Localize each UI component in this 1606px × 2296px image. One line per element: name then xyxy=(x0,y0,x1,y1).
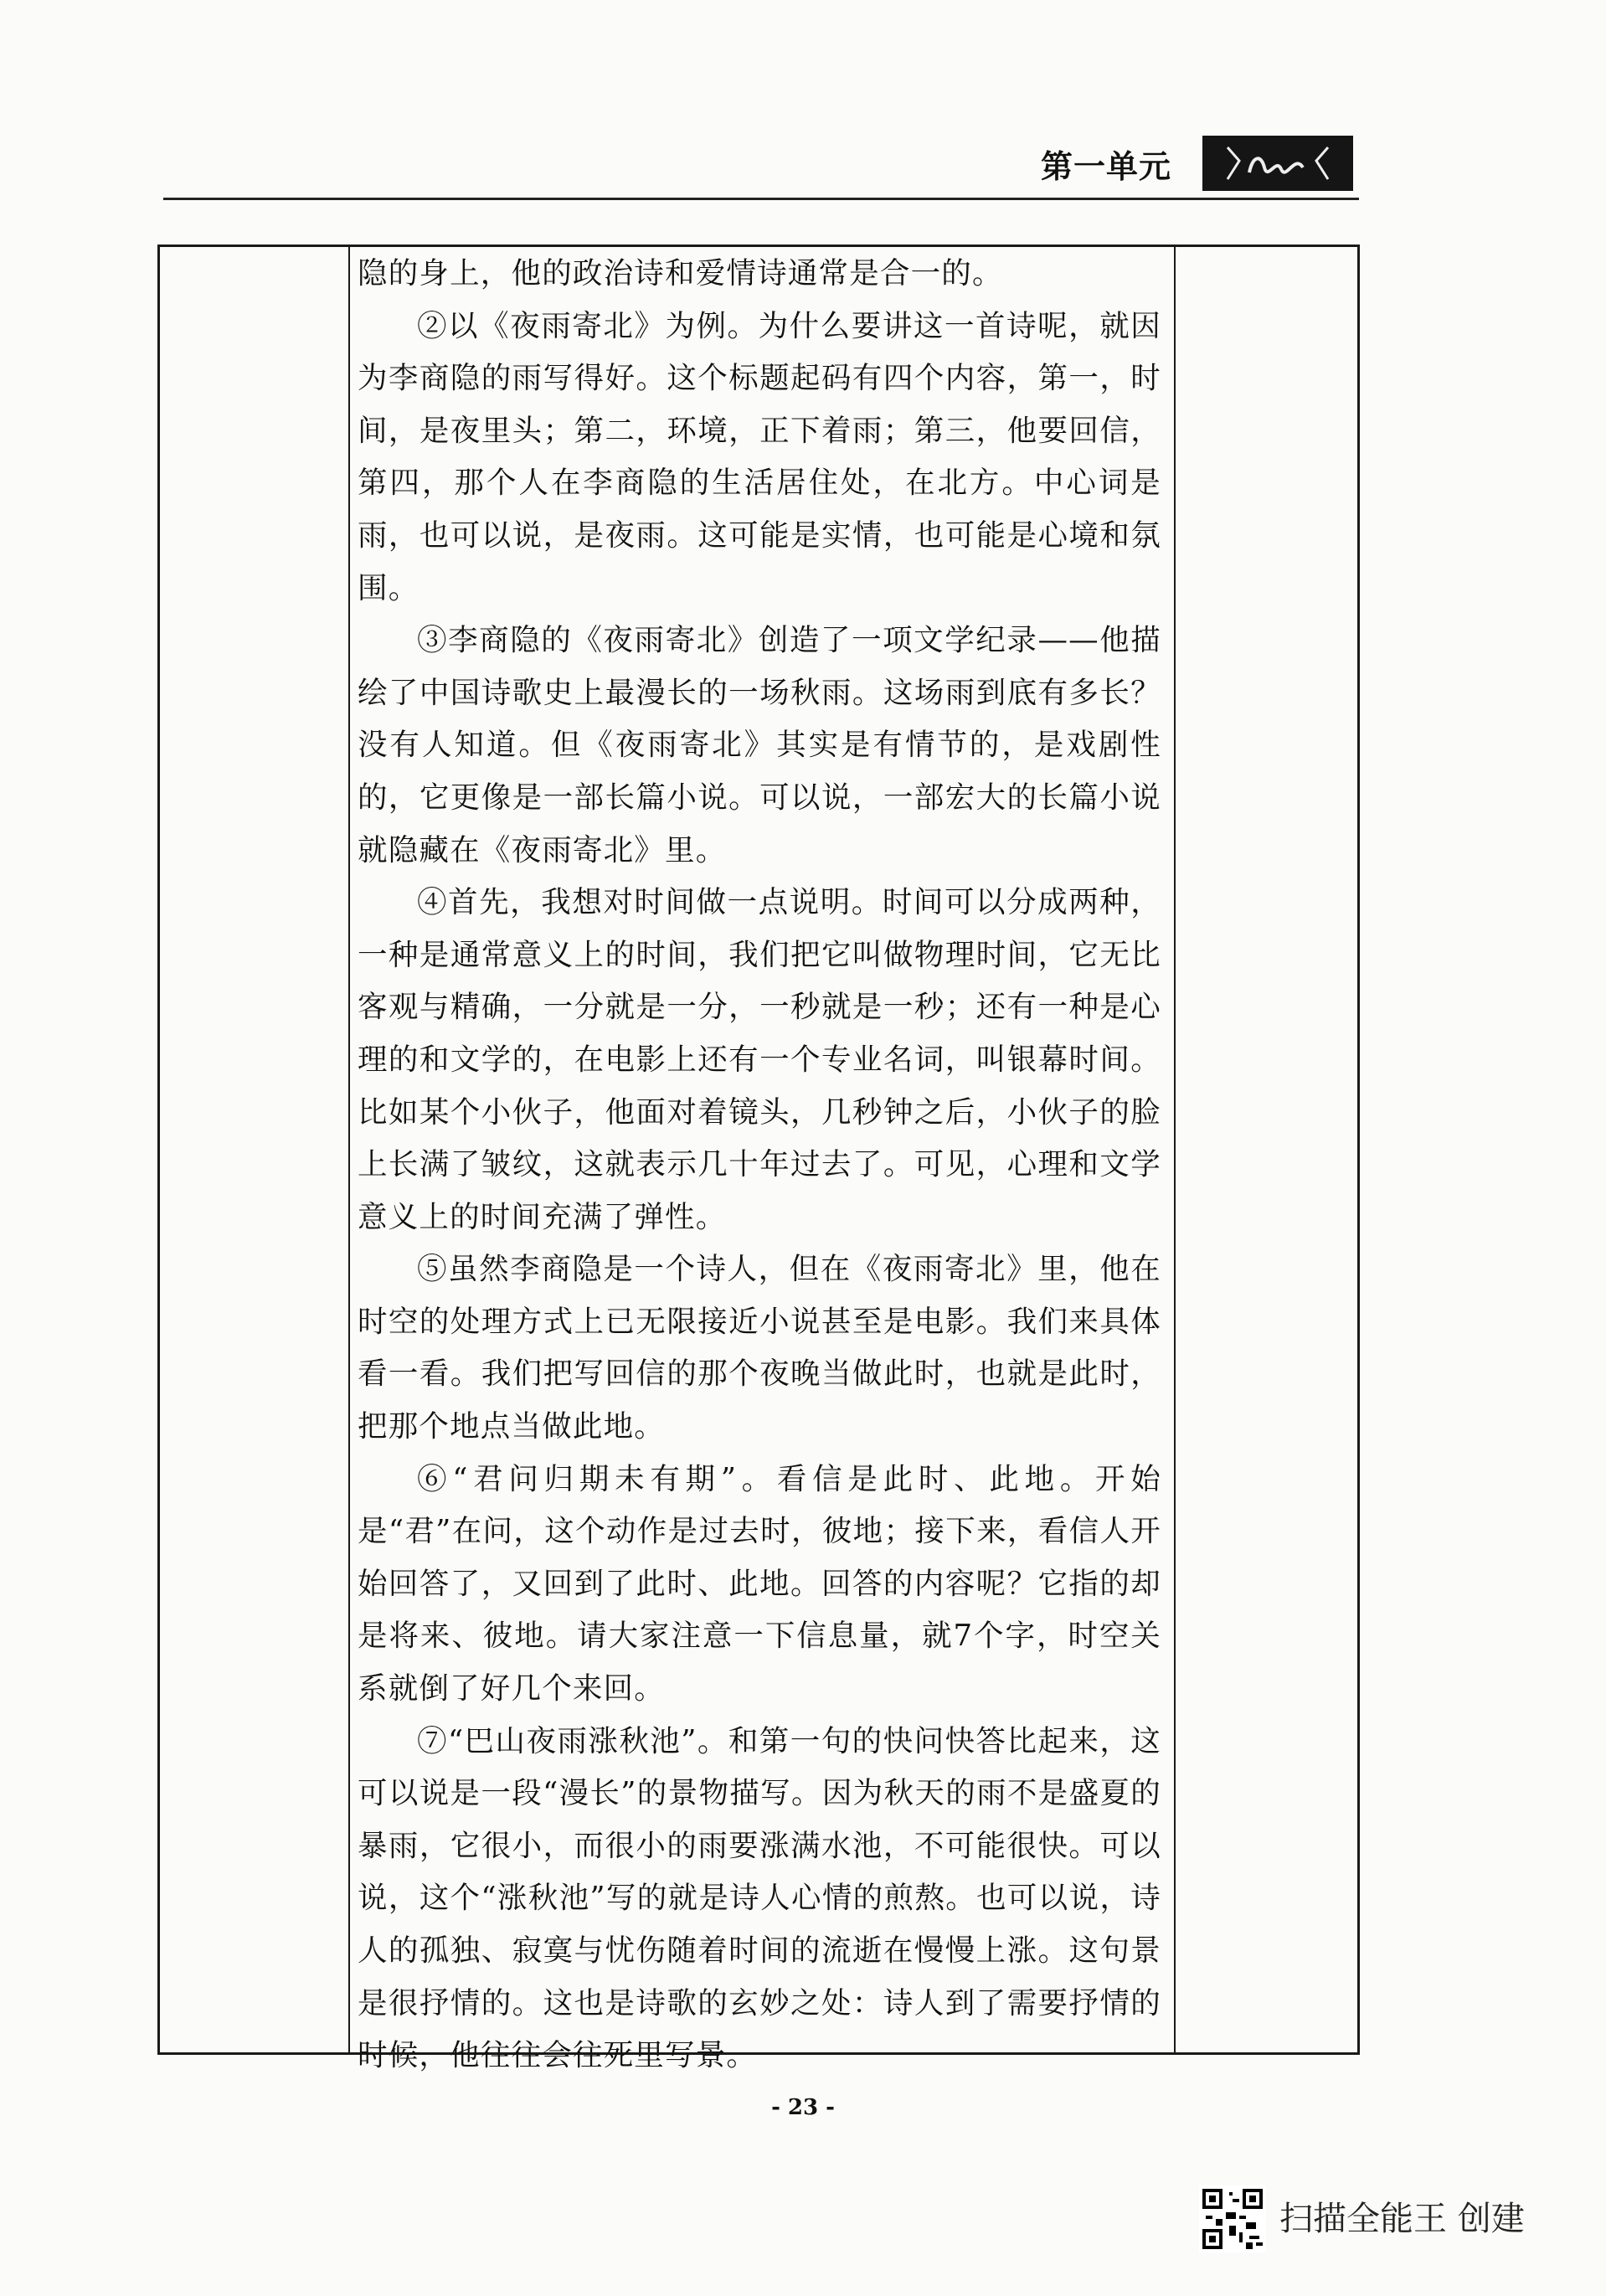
paragraph-continuation: 隐的身上，他的政治诗和爱情诗通常是合一的。 xyxy=(358,256,1003,291)
header-divider xyxy=(163,198,1359,200)
page-number: - 23 - xyxy=(771,2095,835,2120)
paragraph-6: ⑥“君问归期未有期”。看信是此时、此地。开始是“君”在问，这个动作是过去时，彼地；接下来，看信人开始回答了，又回到了此时、此地。回答的内容呢？它指的却是将来、彼地。请大家注意一下信息量，就7个字，时空关系就倒了好几个来回。 xyxy=(358,1461,1161,1707)
article-body xyxy=(358,248,1161,2073)
qr-code-icon xyxy=(1199,2185,1266,2252)
paragraph-7: ⑦“巴山夜雨涨秋池”。和第一句的快问快答比起来，这可以说是一段“漫长”的景物描写。因为秋天的雨不是盛夏的暴雨，它很小，而很小的雨要涨满水池，不可能很快。可以说，这个“涨秋池”写的就是诗人心情的煎熬。也可以说，诗人的孤独、寂寞与忧伤随着时间的流逝在慢慢上涨。这句景是很抒情的。这也是诗歌的玄妙之处：诗人到了需要抒情的时候，他往往会往死里写景。 xyxy=(358,1723,1161,2073)
paragraph-2: ②以《夜雨寄北》为例。为什么要讲这一首诗呢，就因为李商隐的雨写得好。这个标题起码有四个内容，第一，时间，是夜里头；第二，环境，正下着雨；第三，他要回信，第四，那个人在李商隐的生活居住处，在北方。中心词是雨，也可以说，是夜雨。这可能是实情，也可能是心境和氛围。 xyxy=(358,308,1161,605)
paragraph-4: ④首先，我想对时间做一点说明。时间可以分成两种，一种是通常意义上的时间，我们把它叫做物理时间，它无比客观与精确，一分就是一分，一秒就是一秒；还有一种是心理的和文学的，在电影上还有一个专业名词，叫银幕时间。比如某个小伙子，他面对着镜头，几秒钟之后，小伙子的脸上长满了皱纹，这就表示几十年过去了。可见，心理和文学意义上的时间充满了弹性。 xyxy=(358,885,1161,1234)
paragraph-5: ⑤虽然李商隐是一个诗人，但在《夜雨寄北》里，他在时空的处理方式上已无限接近小说甚至是电影。我们来具体看一看。我们把写回信的那个夜晚当做此时，也就是此时，把那个地点当做此地。 xyxy=(358,1252,1161,1444)
paragraph-3: ③李商隐的《夜雨寄北》创造了一项文学纪录——他描绘了中国诗歌史上最漫长的一场秋雨。这场雨到底有多长？没有人知道。但《夜雨寄北》其实是有情节的，是戏剧性的，它更像是一部长篇小说。可以说，一部宏大的长篇小说就隐藏在《夜雨寄北》里。 xyxy=(358,623,1161,867)
right-column-divider xyxy=(1174,247,1176,2052)
unit-banner-logo-icon xyxy=(1202,136,1353,191)
scanner-watermark: 扫描全能王 创建 xyxy=(1279,2200,1525,2238)
left-column-divider xyxy=(348,247,350,2052)
unit-title: 第一单元 xyxy=(1041,148,1172,185)
